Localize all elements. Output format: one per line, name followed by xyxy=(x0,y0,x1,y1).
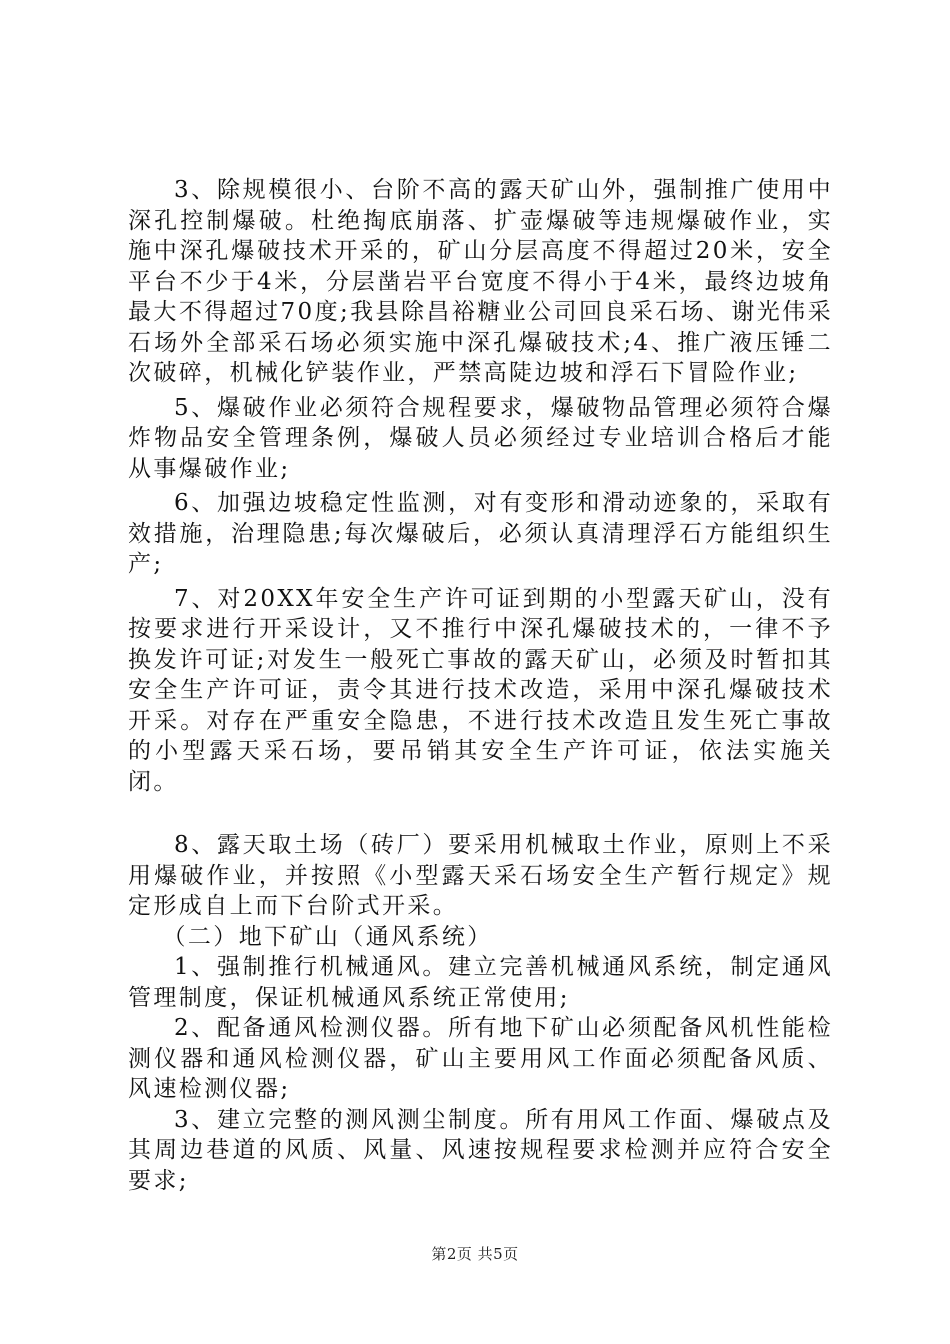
paragraph-mechanical-ventilation: 1、强制推行机械通风。建立完善机械通风系统，制定通风管理制度，保证机械通风系统正常使用; xyxy=(128,954,833,1011)
paragraph-open-pit-blasting: 3、除规模很小、台阶不高的露天矿山外，强制推广使用中深孔控制爆破。杜绝掏底崩落、扩壶爆破等违规爆破作业，实施中深孔爆破技术开采的，矿山分层高度不得超过20米，安全平台不少于4米，分层凿岩平台宽度不得小于4米，最终边坡角最大不得超过70度;我县除昌裕糖业公司回良采石场、谢光伟采石场外全部采石场必须实施中深孔爆破技术;4、推广液压锤二次破碎，机械化铲装作业，严禁高陡边坡和浮石下冒险作业; xyxy=(128,177,833,386)
paragraph-wind-dust-measurement: 3、建立完整的测风测尘制度。所有用风工作面、爆破点及其周边巷道的风质、风量、风速按规程要求检测并应符合安全要求; xyxy=(128,1106,833,1194)
paragraph-ventilation-instruments: 2、配备通风检测仪器。所有地下矿山必须配备风机性能检测仪器和通风检测仪器，矿山主要用风工作面必须配备风质、风速检测仪器; xyxy=(128,1015,833,1102)
page-number-footer: 第2页 共5页 xyxy=(431,1245,519,1263)
section-heading-underground: （二）地下矿山（通风系统） xyxy=(162,923,493,950)
paragraph-blasting-rules: 5、爆破作业必须符合规程要求，爆破物品管理必须符合爆炸物品安全管理条例，爆破人员必须经过专业培训合格后才能从事爆破作业; xyxy=(128,394,833,482)
paragraph-slope-monitoring: 6、加强边坡稳定性监测，对有变形和滑动迹象的，采取有效措施，治理隐患;每次爆破后，必须认真清理浮石方能组织生产; xyxy=(128,490,833,577)
document-body xyxy=(128,175,833,1196)
paragraph-borrow-pit: 8、露天取土场（砖厂）要采用机械取土作业，原则上不采用爆破作业，并按照《小型露天采石场安全生产暂行规定》规定形成自上而下台阶式开采。 xyxy=(128,832,833,919)
paragraph-license-renewal: 7、对20XX年安全生产许可证到期的小型露天矿山，没有按要求进行开采设计，又不推行中深孔爆破技术的，一律不予换发许可证;对发生一般死亡事故的露天矿山，必须及时暂扣其安全生产许可证，责令其进行技术改造，采用中深孔爆破技术开采。对存在严重安全隐患，不进行技术改造且发生死亡事故的小型露天采石场，要吊销其安全生产许可证，依法实施关闭。 xyxy=(128,585,833,795)
